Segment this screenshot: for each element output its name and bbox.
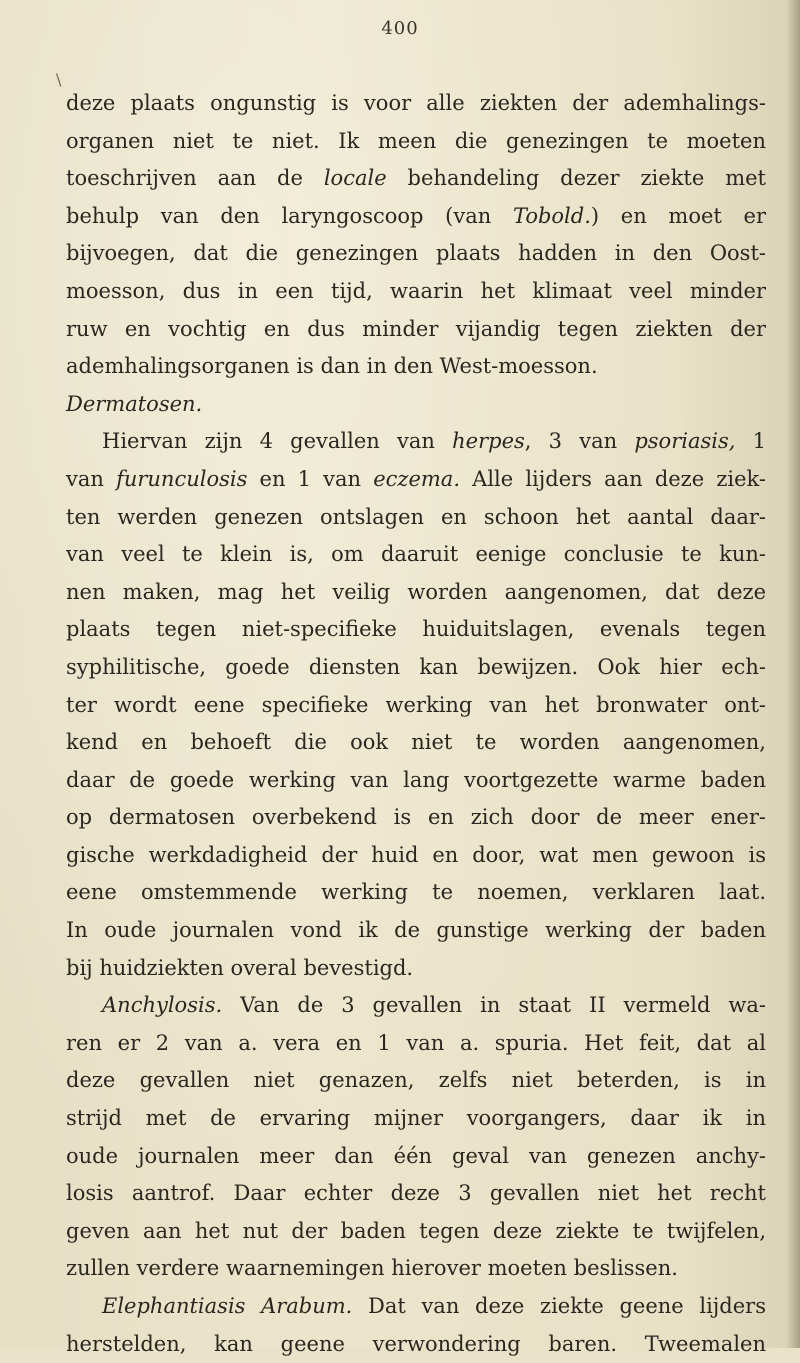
text-span: , 3 van xyxy=(524,429,635,454)
text-line: moesson, dus in een tijd, waarin het klimaat veel minder xyxy=(66,278,766,303)
text-line: organen niet te niet. Ik meen die genezingen te moeten xyxy=(66,128,766,153)
text-line: kend en behoeft die ook niet te worden aangenomen, xyxy=(66,730,766,755)
text-span: van xyxy=(66,466,117,491)
text-span: Alle lijders aan deze ziek- xyxy=(460,466,766,491)
italic-term: Elephantiasis Arabum. xyxy=(102,1294,353,1318)
text-line: deze gevallen niet genazen, zelfs niet beterden, is in xyxy=(66,1068,766,1093)
text-line xyxy=(66,423,766,461)
text-line: bij huidziekten overal bevestigd. xyxy=(66,955,414,980)
italic-term: Tobold. xyxy=(512,203,591,228)
text-line: ren er 2 van a. vera en 1 van a. spuria. Het feit, dat al xyxy=(66,1030,766,1055)
text-span: behandeling dezer ziekte met xyxy=(386,166,766,191)
text-line xyxy=(66,198,766,236)
section-heading-dermatosen: Dermatosen. xyxy=(66,391,203,416)
text-line: losis aantrof. Daar echter deze 3 gevallen niet het recht xyxy=(66,1181,766,1206)
text-line: van veel te klein is, om daaruit eenige conclusie te kun- xyxy=(66,542,766,567)
text-line: ruw en vochtig en dus minder vijandig tegen ziekten der xyxy=(66,316,766,341)
text-span: en 1 van xyxy=(247,466,374,491)
text-line xyxy=(66,160,766,198)
text-span: behulp van den laryngoscoop (van xyxy=(66,203,513,228)
text-line xyxy=(66,987,766,1025)
text-line: In oude journalen vond ik de gunstige werking der baden xyxy=(66,918,766,943)
text-line xyxy=(66,461,766,499)
text-span: toeschrijven aan de xyxy=(66,166,324,191)
text-span: Hiervan zijn 4 gevallen van xyxy=(102,429,453,454)
page-edge-shadow xyxy=(786,0,800,1348)
text-line xyxy=(66,1288,766,1326)
body-text xyxy=(66,85,766,1363)
italic-term: eczema. xyxy=(373,466,460,491)
text-line: zullen verdere waarnemingen hierover moeten beslissen. xyxy=(66,1256,678,1281)
text-line: deze plaats ongunstig is voor alle ziekten der ademhalings- xyxy=(66,91,766,115)
text-line: bijvoegen, dat die genezingen plaats hadden in den Oost- xyxy=(66,241,766,266)
text-span: ) en moet er xyxy=(590,203,766,228)
text-span: 1 xyxy=(735,429,766,454)
italic-term: locale xyxy=(323,166,387,191)
text-line: daar de goede werking van lang voortgezette warme baden xyxy=(66,767,766,792)
text-line: ter wordt eene specifieke werking van het bronwater ont- xyxy=(66,692,766,717)
text-span: Van de 3 gevallen in staat II vermeld wa- xyxy=(222,993,766,1018)
text-line: herstelden, kan geene verwondering baren. Tweemalen xyxy=(66,1331,766,1356)
italic-term: psoriasis, xyxy=(634,429,736,454)
text-line: gische werkdadigheid der huid en door, wat men gewoon is xyxy=(66,842,766,867)
italic-term: herpes xyxy=(452,429,525,454)
text-line: nen maken, mag het veilig worden aangenomen, dat deze xyxy=(66,579,766,604)
text-line: syphilitische, goede diensten kan bewijzen. Ook hier ech- xyxy=(66,654,766,679)
text-span: Dat van deze ziekte geene lijders xyxy=(352,1294,766,1318)
text-line: ademhalingsorganen is dan in den West-moesson. xyxy=(66,354,598,379)
italic-term: furunculosis xyxy=(116,466,248,491)
stray-mark: \ xyxy=(56,70,62,89)
text-line: op dermatosen overbekend is en zich door de meer ener- xyxy=(66,805,766,830)
text-line: ten werden genezen ontslagen en schoon het aantal daar- xyxy=(66,504,766,529)
italic-term: Anchylosis. xyxy=(102,993,223,1018)
text-line: strijd met de ervaring mijner voorgangers, daar ik in xyxy=(66,1106,766,1131)
text-line: eene omstemmende werking te noemen, verklaren laat. xyxy=(66,880,766,905)
text-line: geven aan het nut der baden tegen deze ziekte te twijfelen, xyxy=(66,1218,766,1243)
page-number: 400 xyxy=(381,18,419,39)
text-line: oude journalen meer dan één geval van genezen anchy- xyxy=(66,1143,766,1168)
text-line: plaats tegen niet-specifieke huiduitslagen, evenals tegen xyxy=(66,617,766,642)
